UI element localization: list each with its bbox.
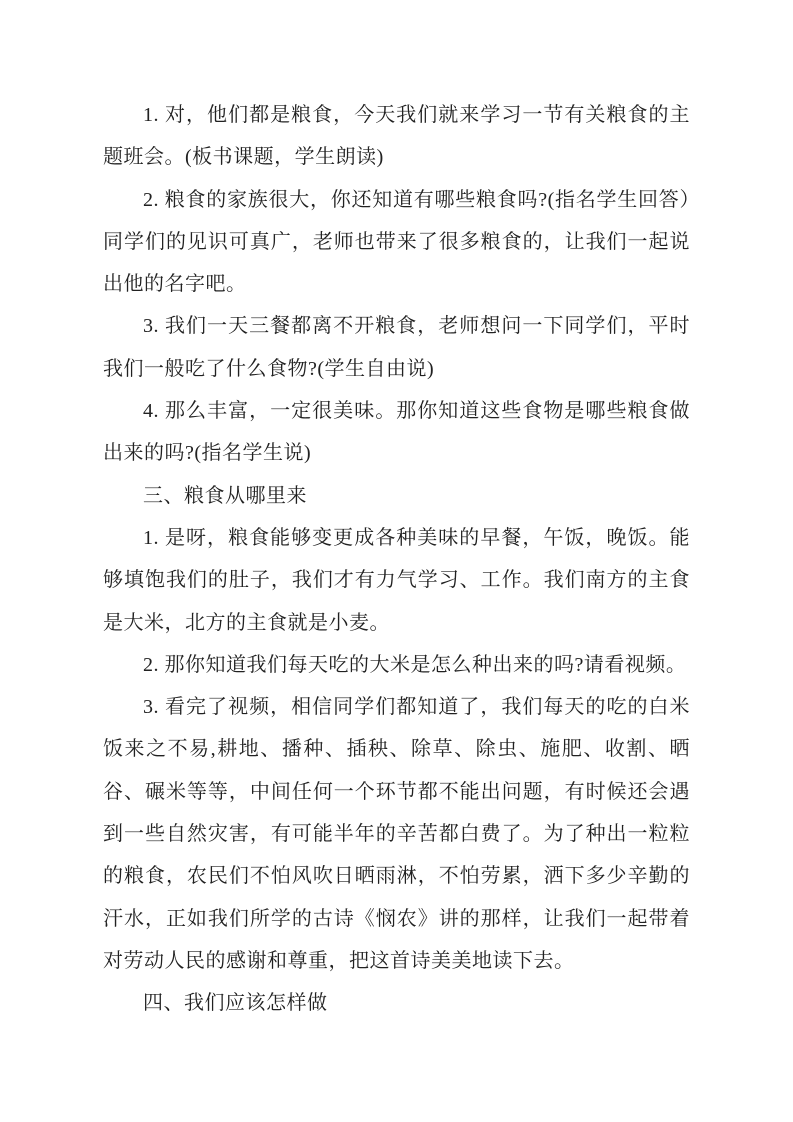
body-paragraph-6: 2. 那你知道我们每天吃的大米是怎么种出来的吗?请看视频。 [143, 653, 687, 676]
body-paragraph-4: 4. 那么丰富，一定很美味。那你知道这些食物是哪些粮食做出来的吗?(指名学生说) [103, 400, 690, 465]
document-body [103, 94, 690, 1025]
section-heading-3: 三、粮食从哪里来 [143, 484, 307, 507]
body-paragraph-5: 1. 是呀，粮食能够变更成各种美味的早餐，午饭，晚饭。能够填饱我们的肚子，我们才有力气学习、工作。我们南方的主食是大米，北方的主食就是小麦。 [103, 526, 690, 634]
body-paragraph-7: 3. 看完了视频，相信同学们都知道了，我们每天的吃的白米饭来之不易,耕地、播种、插秧、除草、除虫、施肥、收割、晒谷、碾米等等，中间任何一个环节都不能出问题，有时候还会遇到一些自然灾害，有可能半年的辛苦都白费了。为了种出一粒粒的粮食，农民们不怕风吹日晒雨淋，不怕劳累，洒下多少辛勤的汗水，正如我们所学的古诗《悯农》讲的那样，让我们一起带着对劳动人民的感谢和尊重，把这首诗美美地读下去。 [103, 696, 690, 972]
section-heading-4: 四、我们应该怎样做 [143, 992, 328, 1015]
body-paragraph-2: 2. 粮食的家族很大，你还知道有哪些粮食吗?(指名学生回答）同学们的见识可真广，老师也带来了很多粮食的，让我们一起说出他的名字吧。 [103, 188, 690, 296]
body-paragraph-1: 1. 对，他们都是粮食，今天我们就来学习一节有关粮食的主题班会。(板书课题，学生朗读) [103, 104, 690, 169]
body-paragraph-3: 3. 我们一天三餐都离不开粮食，老师想问一下同学们，平时我们一般吃了什么食物?(学生自由说) [103, 315, 690, 380]
